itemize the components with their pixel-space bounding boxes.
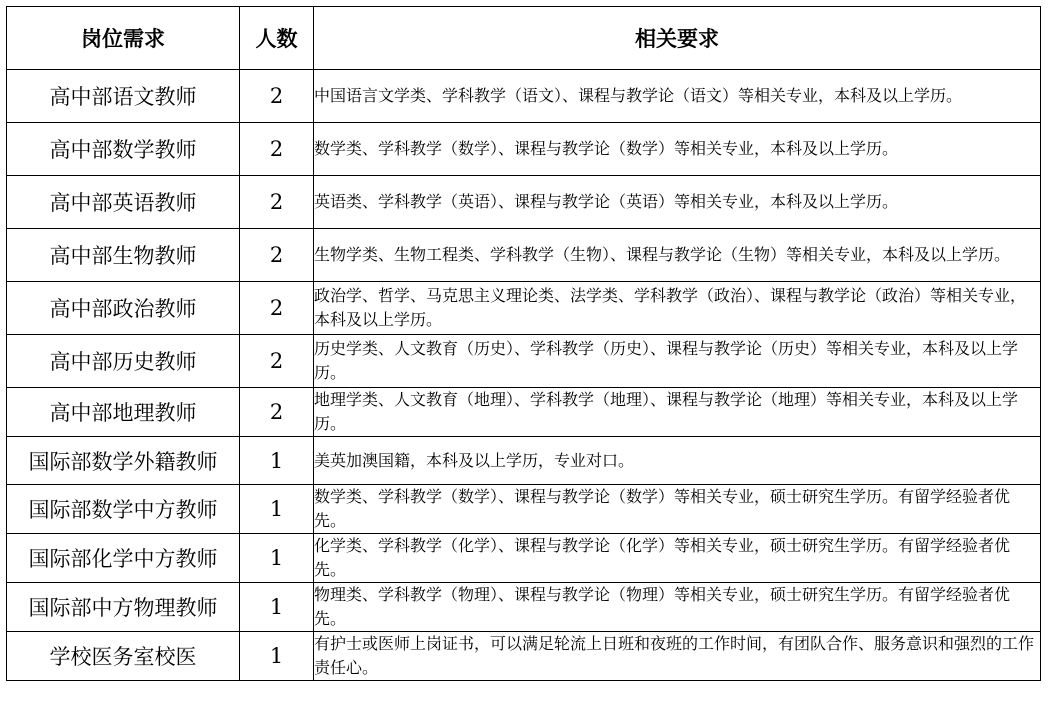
requirements-cell: 有护士或医师上岗证书，可以满足轮流上日班和夜班的工作时间，有团队合作、服务意识和强烈的工作责任心。	[314, 632, 1041, 681]
table-row	[7, 632, 1041, 681]
table-row	[7, 583, 1041, 632]
count-cell: 1	[240, 485, 314, 534]
position-cell: 高中部地理教师	[7, 388, 240, 437]
count-cell: 2	[240, 388, 314, 437]
requirements-cell: 物理类、学科教学（物理）、课程与教学论（物理）等相关专业，硕士研究生学历。有留学经验者优先。	[314, 583, 1041, 632]
table-row	[7, 70, 1041, 123]
count-cell: 1	[240, 534, 314, 583]
header-count: 人数	[240, 7, 314, 70]
table-row	[7, 229, 1041, 282]
header-requirements: 相关要求	[314, 7, 1041, 70]
requirements-cell: 化学类、学科教学（化学）、课程与教学论（化学）等相关专业，硕士研究生学历。有留学经验者优先。	[314, 534, 1041, 583]
count-cell: 2	[240, 123, 314, 176]
count-cell: 1	[240, 437, 314, 485]
requirements-cell: 数学类、学科教学（数学）、课程与教学论（数学）等相关专业，本科及以上学历。	[314, 123, 1041, 176]
position-cell: 国际部数学外籍教师	[7, 437, 240, 485]
position-cell: 高中部语文教师	[7, 70, 240, 123]
position-cell: 国际部数学中方教师	[7, 485, 240, 534]
requirements-cell: 中国语言文学类、学科教学（语文）、课程与教学论（语文）等相关专业，本科及以上学历。	[314, 70, 1041, 123]
requirements-cell: 英语类、学科教学（英语）、课程与教学论（英语）等相关专业，本科及以上学历。	[314, 176, 1041, 229]
requirements-cell: 生物学类、生物工程类、学科教学（生物）、课程与教学论（生物）等相关专业，本科及以上学历。	[314, 229, 1041, 282]
position-cell: 国际部中方物理教师	[7, 583, 240, 632]
count-cell: 2	[240, 229, 314, 282]
requirements-cell: 政治学、哲学、马克思主义理论类、法学类、学科教学（政治）、课程与教学论（政治）等相关专业，本科及以上学历。	[314, 282, 1041, 335]
position-cell: 高中部政治教师	[7, 282, 240, 335]
position-cell: 高中部数学教师	[7, 123, 240, 176]
count-cell: 2	[240, 335, 314, 388]
header-row	[7, 7, 1041, 70]
table-row	[7, 485, 1041, 534]
table-row	[7, 534, 1041, 583]
requirements-cell: 美英加澳国籍，本科及以上学历，专业对口。	[314, 437, 1041, 485]
position-cell: 高中部英语教师	[7, 176, 240, 229]
table-row	[7, 437, 1041, 485]
count-cell: 2	[240, 176, 314, 229]
requirements-cell: 地理学类、人文教育（地理）、学科教学（地理）、课程与教学论（地理）等相关专业，本科及以上学历。	[314, 388, 1041, 437]
table-row	[7, 388, 1041, 437]
count-cell: 2	[240, 282, 314, 335]
table-row	[7, 176, 1041, 229]
table-row	[7, 282, 1041, 335]
header-position: 岗位需求	[7, 7, 240, 70]
position-cell: 学校医务室校医	[7, 632, 240, 681]
table-row	[7, 123, 1041, 176]
requirements-cell: 历史学类、人文教育（历史）、学科教学（历史）、课程与教学论（历史）等相关专业，本科及以上学历。	[314, 335, 1041, 388]
position-cell: 高中部生物教师	[7, 229, 240, 282]
requirements-cell: 数学类、学科教学（数学）、课程与教学论（数学）等相关专业，硕士研究生学历。有留学经验者优先。	[314, 485, 1041, 534]
count-cell: 1	[240, 632, 314, 681]
recruitment-table	[6, 6, 1041, 681]
count-cell: 1	[240, 583, 314, 632]
count-cell: 2	[240, 70, 314, 123]
position-cell: 高中部历史教师	[7, 335, 240, 388]
position-cell: 国际部化学中方教师	[7, 534, 240, 583]
table-row	[7, 335, 1041, 388]
